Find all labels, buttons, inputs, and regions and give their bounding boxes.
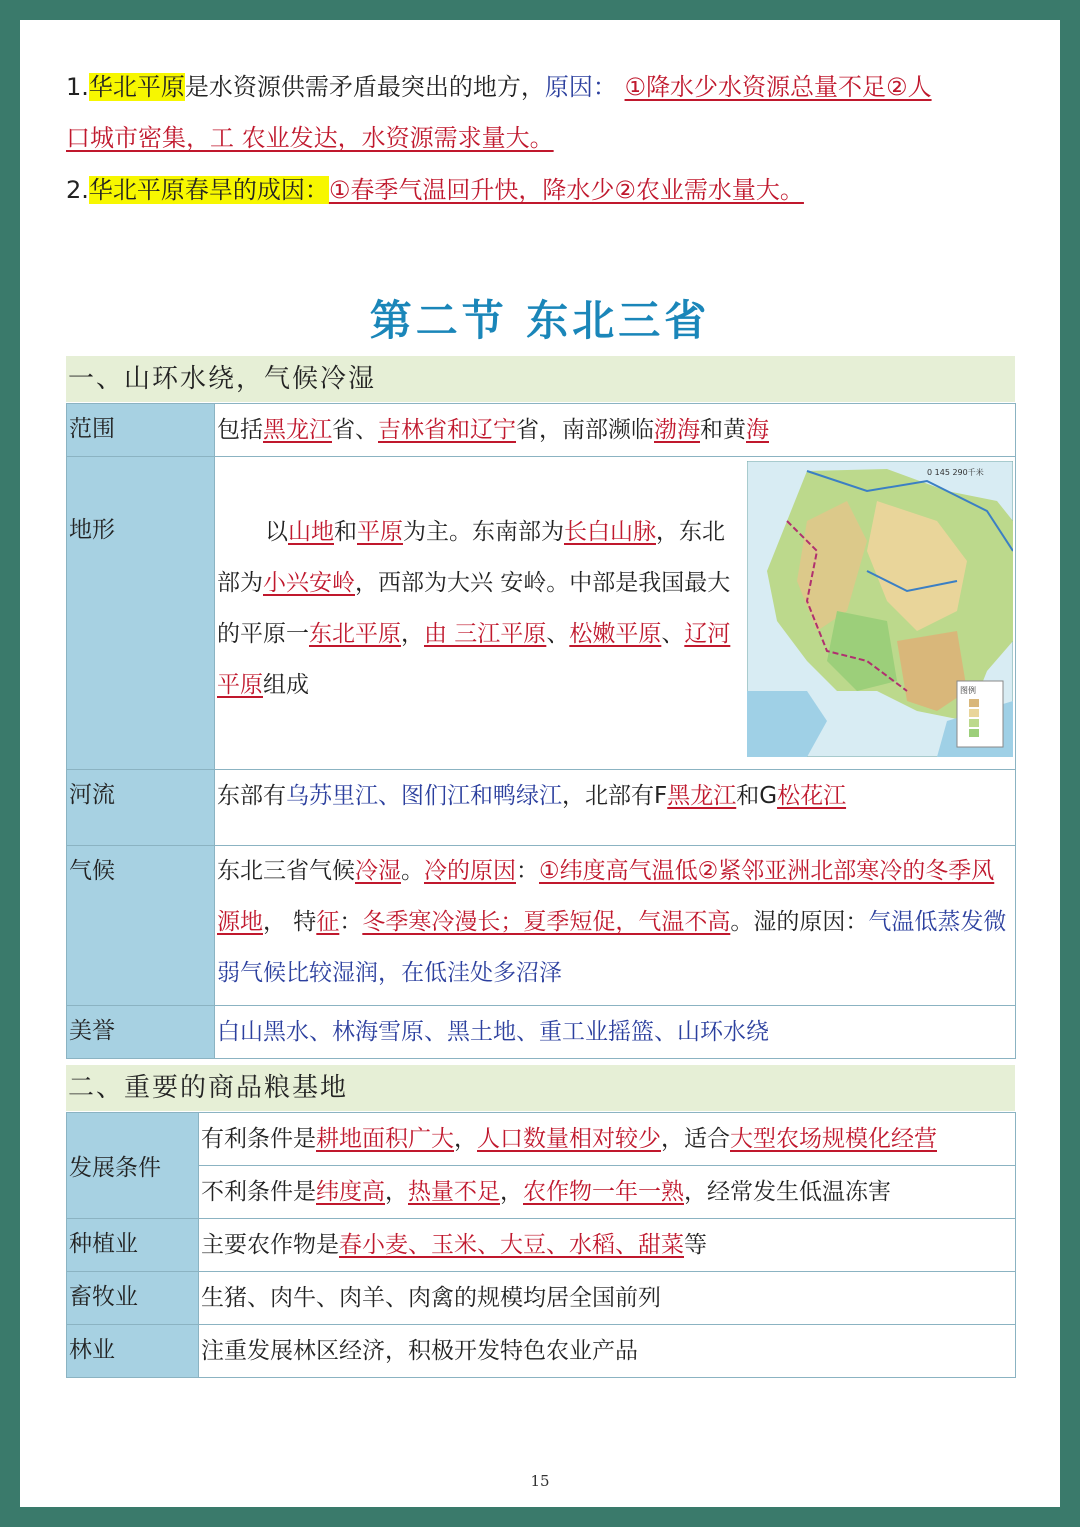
row-linye xyxy=(67,1325,1016,1378)
fanwei-bohai: 渤海 xyxy=(654,417,700,443)
section2-table xyxy=(66,1112,1016,1378)
intro-p1-reason-a: ①降水少水资源总量不足②人 xyxy=(624,73,932,101)
qihou-t3: 。 xyxy=(401,858,424,884)
dixing-t9: ，西部为大兴 安岭。中部是我国最大的平原一 xyxy=(217,570,731,647)
dixing-songnen: 松嫩平原 xyxy=(569,621,662,647)
value-zhongzhi xyxy=(199,1219,1016,1272)
value-xumu xyxy=(199,1272,1016,1325)
dixing-pingyuan: 平原 xyxy=(357,519,403,545)
heliu-t5: 和G xyxy=(736,783,778,809)
meiyu-text: 白山黑水、林海雪原、黑土地、重工业摇篮、山环水绕 xyxy=(217,1019,769,1045)
qihou-t9: ： xyxy=(339,909,363,935)
label-fazhan: 发展条件 xyxy=(67,1113,199,1219)
heliu-east-rivers: 乌苏里江、图们江和鸭绿江 xyxy=(286,783,562,809)
map-legend-swatch-4 xyxy=(969,729,979,737)
dixing-liaohe: 辽河平原 xyxy=(217,621,731,698)
value-heliu xyxy=(215,770,1016,846)
fazhan-weidu: 纬度高 xyxy=(316,1179,385,1205)
qihou-features: 冬季寒冷漫长；夏季短促，气温不高 xyxy=(362,909,731,935)
qihou-t7: ， 特 xyxy=(263,909,317,935)
intro-line-1 xyxy=(66,72,932,103)
qihou-t5: ： xyxy=(516,858,539,884)
qihou-t1: 东北三省气候 xyxy=(217,858,355,884)
label-qihou: 气候 xyxy=(67,846,215,1006)
zhongzhi-t3: 等 xyxy=(684,1232,707,1258)
dixing-xiaoxinganling: 小兴安岭 xyxy=(263,570,355,596)
qihou-zheng: 征 xyxy=(316,909,340,935)
label-heliu: 河流 xyxy=(67,770,215,846)
intro-p1-reason-b: 口城市密集，工 农业发达，水资源需求量大。 xyxy=(66,124,554,152)
fazhan-r2-t3: ， xyxy=(385,1179,408,1205)
intro-p2-highlight: 华北平原春旱的成因： xyxy=(88,176,329,204)
label-fanwei: 范围 xyxy=(67,404,215,457)
zhongzhi-crops: 春小麦、玉米、大豆、水稻、甜菜 xyxy=(339,1232,684,1258)
row-meiyu xyxy=(67,1006,1016,1059)
northeast-map-image xyxy=(747,461,1013,757)
value-fazhan-favorable xyxy=(199,1113,1016,1166)
label-xumu: 畜牧业 xyxy=(67,1272,199,1325)
section1-table xyxy=(66,403,1016,1059)
dixing-t1: 以 xyxy=(265,519,288,545)
dixing-sanjiang: 由 三江平原 xyxy=(424,621,547,647)
heliu-t3: ，北部有F xyxy=(562,783,668,809)
section1-heading: 一、山环水绕，气候冷湿 xyxy=(66,356,1015,402)
row-xumu xyxy=(67,1272,1016,1325)
dixing-t7: ，东北部为 xyxy=(217,519,725,596)
intro-p2-reason: ①春季气温回升快，降水少②农业需水量大。 xyxy=(328,176,804,204)
qihou-leng-reasons: ①纬度高气温低②紧邻亚洲北部寒冷的冬季风源地 xyxy=(217,858,995,935)
page xyxy=(20,20,1060,1507)
label-zhongzhi: 种植业 xyxy=(67,1219,199,1272)
value-meiyu xyxy=(215,1006,1016,1059)
section2-heading: 二、重要的商品粮基地 xyxy=(66,1065,1015,1111)
dixing-t5: 为主。东南部为 xyxy=(403,519,564,545)
fazhan-r1-t1: 有利条件是 xyxy=(201,1126,316,1152)
dixing-t15: 、 xyxy=(661,621,685,647)
fazhan-nongchang: 大型农场规模化经营 xyxy=(730,1126,937,1152)
heliu-t1: 东部有 xyxy=(217,783,286,809)
label-linye: 林业 xyxy=(67,1325,199,1378)
fazhan-r2-t5: ， xyxy=(500,1179,523,1205)
row-qihou xyxy=(67,846,1016,1006)
map-legend-title: 图例 xyxy=(960,686,976,695)
intro-p1-number: 1. xyxy=(66,73,89,101)
map-scale: 0 145 290千米 xyxy=(927,468,984,477)
heliu-songhuajiang: 松花江 xyxy=(777,783,847,809)
fazhan-renkou: 人口数量相对较少 xyxy=(477,1126,661,1152)
intro-p2-number: 2. xyxy=(66,176,89,204)
xumu-text: 生猪、肉牛、肉羊、肉禽的规模均居全国前列 xyxy=(201,1285,661,1311)
intro-line-3 xyxy=(66,175,804,206)
row-fazhan-1 xyxy=(67,1113,1016,1166)
page-title: 第二节 东北三省 xyxy=(369,296,711,345)
qihou-shi-reason-label: 。湿的原因： xyxy=(730,909,869,935)
fanwei-heilongjiang: 黑龙江 xyxy=(263,417,332,443)
dixing-t17: 组成 xyxy=(263,672,309,698)
fazhan-gengdi: 耕地面积广大 xyxy=(316,1126,454,1152)
dixing-changbai: 长白山脉 xyxy=(564,519,656,545)
dixing-t11: ， xyxy=(401,621,424,647)
fazhan-r2-t7: ，经常发生低温冻害 xyxy=(684,1179,891,1205)
qihou-shi-reasons: 气温低蒸发微弱气候比较湿润，在低洼处多沼泽 xyxy=(217,909,1007,986)
fazhan-r1-t3: ， xyxy=(454,1126,477,1152)
fanwei-jilin-liaoning: 吉林省和辽宁 xyxy=(378,417,516,443)
fanwei-text-1: 包括 xyxy=(217,417,263,443)
page-number: 15 xyxy=(530,1472,550,1490)
dixing-t13: 、 xyxy=(546,621,570,647)
fanwei-text-7: 和黄 xyxy=(700,417,746,443)
intro-p1-highlight: 华北平原 xyxy=(88,73,185,101)
dixing-dongbei-pingyuan: 东北平原 xyxy=(309,621,401,647)
fazhan-r1-t5: ，适合 xyxy=(661,1126,730,1152)
value-qihou xyxy=(215,846,1016,1006)
label-meiyu: 美誉 xyxy=(67,1006,215,1059)
intro-line-2 xyxy=(66,123,554,154)
intro-p1-reason-label: 原因： xyxy=(544,73,617,101)
heliu-heilongjiang: 黑龙江 xyxy=(667,783,737,809)
label-dixing: 地形 xyxy=(67,457,215,770)
map-legend-swatch-1 xyxy=(969,699,979,707)
value-fanwei xyxy=(215,404,1016,457)
fazhan-yinian-yishu: 农作物一年一熟 xyxy=(523,1179,684,1205)
fazhan-reliang: 热量不足 xyxy=(408,1179,500,1205)
dixing-shandi: 山地 xyxy=(288,519,334,545)
value-linye xyxy=(199,1325,1016,1378)
fanwei-text-5: 省，南部濒临 xyxy=(516,417,654,443)
map-legend-swatch-3 xyxy=(969,719,979,727)
linye-text: 注重发展林区经济，积极开发特色农业产品 xyxy=(201,1338,638,1364)
row-fazhan-2 xyxy=(67,1166,1016,1219)
map-legend-swatch-2 xyxy=(969,709,979,717)
row-dixing xyxy=(67,457,1016,770)
row-heliu xyxy=(67,770,1016,846)
fanwei-text-3: 省、 xyxy=(332,417,378,443)
fanwei-hai: 海 xyxy=(746,417,769,443)
qihou-lengshi: 冷湿 xyxy=(355,858,401,884)
dixing-t3: 和 xyxy=(334,519,357,545)
row-zhongzhi xyxy=(67,1219,1016,1272)
fazhan-r2-t1: 不利条件是 xyxy=(201,1179,316,1205)
row-fanwei xyxy=(67,404,1016,457)
value-fazhan-unfavorable xyxy=(199,1166,1016,1219)
intro-p1-text: 是水资源供需矛盾最突出的地方， xyxy=(184,73,545,101)
qihou-leng-reason-label: 冷的原因 xyxy=(424,858,516,884)
value-dixing xyxy=(215,457,1016,770)
zhongzhi-t1: 主要农作物是 xyxy=(201,1232,339,1258)
